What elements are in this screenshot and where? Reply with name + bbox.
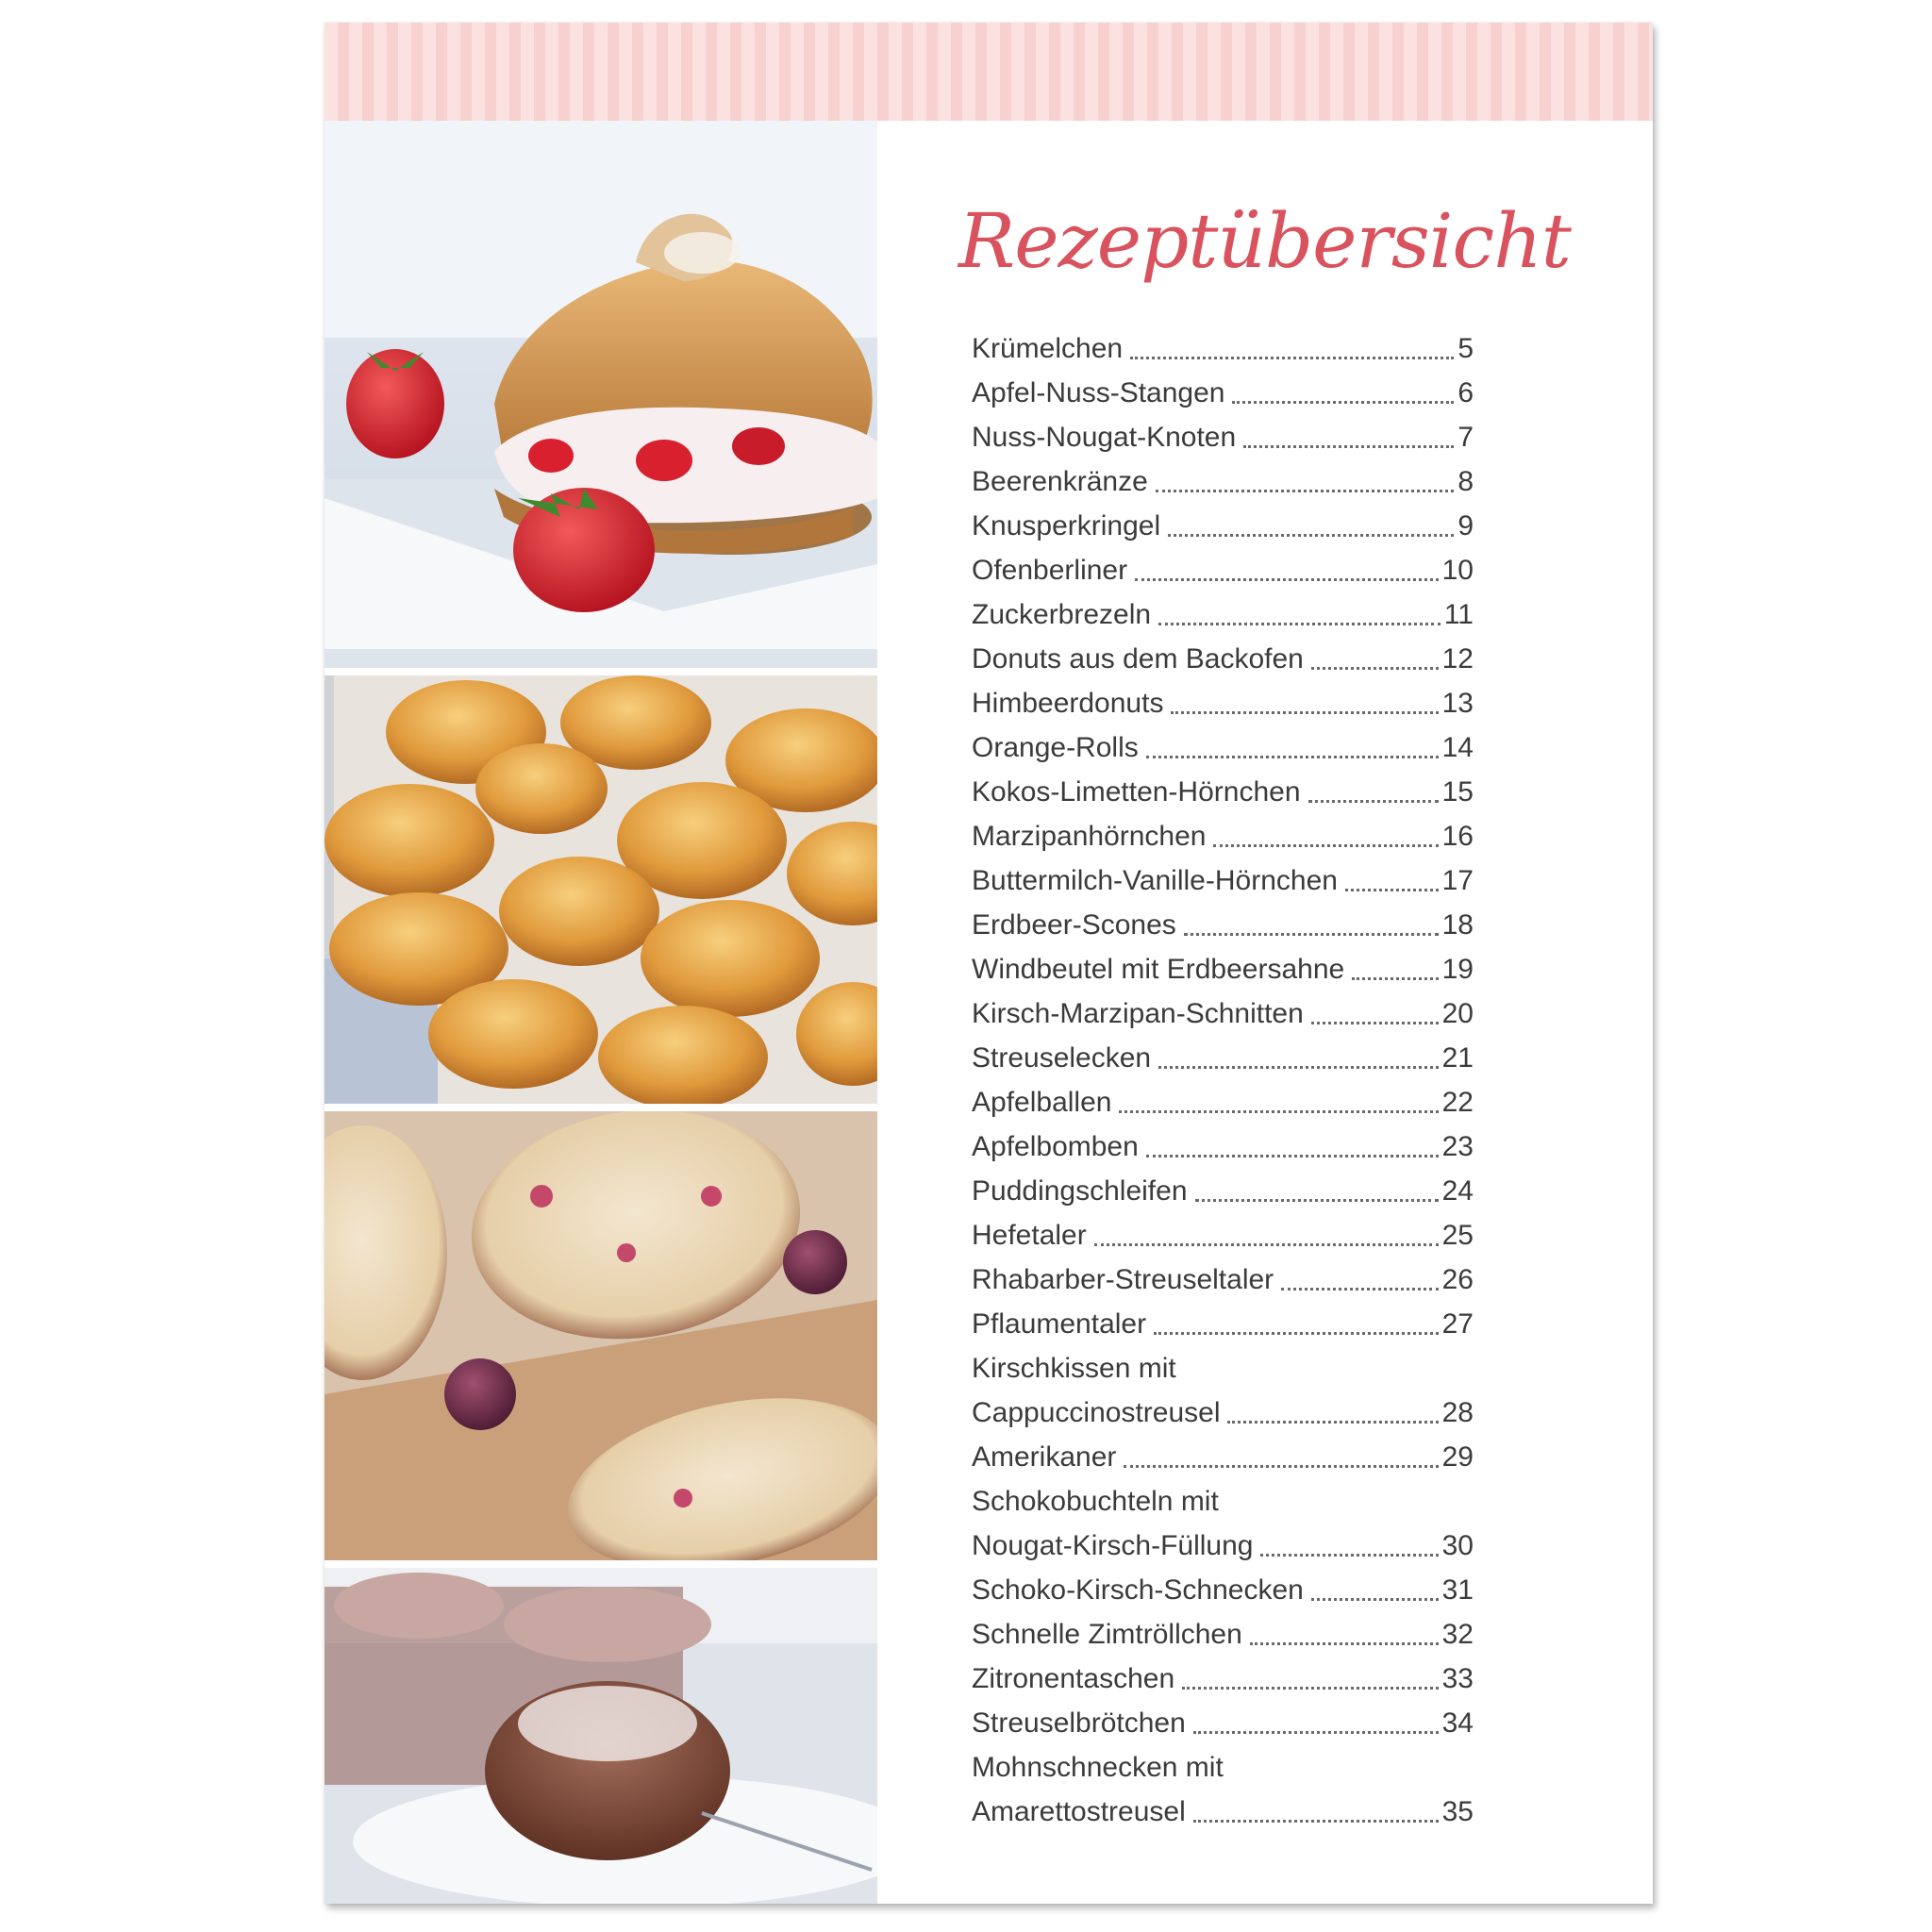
toc-entry-title: Rhabarber-Streuseltaler <box>972 1264 1274 1295</box>
toc-entry <box>972 415 1474 459</box>
toc-entry-title: Krümelchen <box>972 333 1124 364</box>
toc-page-number: 8 <box>1457 466 1474 497</box>
dot-leader <box>1227 1412 1438 1424</box>
toc-entry <box>972 1435 1474 1479</box>
toc-entry <box>972 1169 1474 1213</box>
toc-entry-title: Zitronentaschen <box>972 1663 1175 1694</box>
dot-leader <box>1352 969 1438 980</box>
toc-entry <box>972 814 1474 858</box>
toc-page-number: 21 <box>1441 1042 1474 1074</box>
toc-entry <box>972 903 1474 947</box>
toc-entry-title: Schnelle Zimtröllchen <box>972 1619 1242 1650</box>
dot-leader <box>1130 348 1454 359</box>
toc-entry-title: Amarettostreusel <box>972 1796 1186 1827</box>
toc-entry-title: Schoko-Kirsch-Schnecken <box>972 1574 1304 1606</box>
dot-leader <box>1156 481 1455 492</box>
toc-page-number: 14 <box>1441 732 1474 763</box>
toc-page-number: 24 <box>1441 1175 1474 1207</box>
dot-leader <box>1311 1013 1439 1024</box>
toc-entry-title: Cappuccinostreusel <box>972 1397 1221 1428</box>
dot-leader <box>1232 392 1454 404</box>
dot-leader <box>1260 1545 1438 1557</box>
table-of-contents <box>972 326 1474 1834</box>
dot-leader <box>1193 1723 1439 1734</box>
dot-leader <box>1154 1324 1439 1335</box>
toc-entry <box>972 1080 1474 1124</box>
toc-page-number: 32 <box>1441 1619 1474 1650</box>
toc-page-number: 31 <box>1441 1574 1474 1606</box>
toc-entry-title: Apfel-Nuss-Stangen <box>972 377 1225 408</box>
dot-leader <box>1311 658 1439 670</box>
dot-leader <box>1193 1811 1439 1823</box>
toc-entry <box>972 991 1474 1036</box>
dot-leader <box>1119 1102 1438 1113</box>
cream-puff-photo <box>325 121 877 668</box>
toc-entry <box>972 1124 1474 1169</box>
toc-page-number: 20 <box>1441 998 1474 1029</box>
dot-leader <box>1250 1634 1439 1645</box>
toc-page-number: 5 <box>1457 333 1474 364</box>
toc-entry-title: Zuckerbrezeln <box>972 599 1152 630</box>
toc-entry-title: Apfelballen <box>972 1087 1112 1118</box>
toc-page-number: 34 <box>1441 1707 1474 1739</box>
toc-entry <box>972 1701 1474 1745</box>
toc-entry <box>972 1391 1474 1435</box>
dot-leader <box>1345 880 1439 891</box>
dot-leader <box>1135 570 1439 581</box>
toc-entry-line <box>972 1346 1474 1391</box>
plum-crumble-photo <box>325 1111 877 1560</box>
dot-leader <box>1158 1058 1439 1069</box>
toc-entry <box>972 1790 1474 1834</box>
toc-page-number: 25 <box>1441 1220 1474 1251</box>
dot-leader <box>1184 924 1439 936</box>
toc-entry-title: Kirschkissen mit <box>972 1353 1176 1384</box>
toc-entry-line <box>972 1479 1474 1524</box>
toc-entry <box>972 1657 1474 1701</box>
toc-entry-title: Orange-Rolls <box>972 732 1139 763</box>
toc-entry-title: Streuselecken <box>972 1042 1152 1074</box>
page-title: Rezeptübersicht <box>958 197 1571 285</box>
toc-entry-title: Kirsch-Marzipan-Schnitten <box>972 998 1304 1029</box>
toc-page-number: 12 <box>1441 643 1474 675</box>
toc-page-number: 7 <box>1457 422 1474 453</box>
toc-entry-title: Apfelbomben <box>972 1131 1139 1162</box>
toc-entry <box>972 1612 1474 1657</box>
toc-entry-title: Marzipanhörnchen <box>972 821 1207 852</box>
dot-leader <box>1146 1146 1439 1158</box>
toc-page-number: 30 <box>1441 1530 1474 1561</box>
toc-entry-title: Amerikaner <box>972 1441 1117 1473</box>
book-page <box>325 23 1653 1904</box>
toc-page-number: 11 <box>1443 599 1474 630</box>
toc-page-number: 28 <box>1441 1397 1474 1428</box>
toc-page-number: 17 <box>1441 865 1474 896</box>
toc-entry <box>972 858 1474 903</box>
toc-entry-title: Nuss-Nougat-Knoten <box>972 422 1237 453</box>
toc-entry <box>972 725 1474 770</box>
dot-leader <box>1281 1279 1438 1291</box>
dot-leader <box>1158 614 1441 625</box>
dot-leader <box>1195 1191 1439 1202</box>
toc-entry <box>972 504 1474 548</box>
toc-entry <box>972 1036 1474 1080</box>
dot-leader <box>1146 747 1439 758</box>
toc-entry <box>972 1257 1474 1302</box>
toc-entry-title: Hefetaler <box>972 1220 1087 1251</box>
toc-entry-title: Mohnschnecken mit <box>972 1752 1224 1783</box>
toc-page-number: 9 <box>1457 510 1474 541</box>
toc-entry-line <box>972 1745 1474 1790</box>
dot-leader <box>1243 437 1454 448</box>
dot-leader <box>1308 791 1439 803</box>
toc-entry-title: Schokobuchteln mit <box>972 1486 1219 1517</box>
toc-entry <box>972 637 1474 681</box>
chocolate-bun-photo <box>325 1568 877 1904</box>
toc-entry-title: Nougat-Kirsch-Füllung <box>972 1530 1254 1561</box>
toc-entry-title: Himbeerdonuts <box>972 688 1164 719</box>
toc-entry-title: Windbeutel mit Erdbeersahne <box>972 954 1345 985</box>
toc-page-number: 27 <box>1441 1308 1474 1340</box>
croissants-photo <box>325 675 877 1104</box>
toc-page-number: 29 <box>1441 1441 1474 1473</box>
toc-entry <box>972 592 1474 637</box>
decorative-stripe-band <box>325 23 1653 121</box>
toc-entry <box>972 770 1474 814</box>
toc-entry <box>972 371 1474 415</box>
dot-leader <box>1182 1678 1438 1690</box>
dot-leader <box>1168 525 1454 537</box>
toc-entry <box>972 1213 1474 1257</box>
toc-entry-title: Puddingschleifen <box>972 1175 1188 1207</box>
toc-entry <box>972 459 1474 504</box>
toc-page-number: 15 <box>1441 776 1474 808</box>
dot-leader <box>1124 1457 1438 1468</box>
toc-page-number: 18 <box>1441 909 1474 941</box>
toc-entry-title: Donuts aus dem Backofen <box>972 643 1304 675</box>
toc-entry <box>972 548 1474 592</box>
toc-page-number: 16 <box>1441 821 1474 852</box>
toc-entry <box>972 326 1474 371</box>
toc-entry-title: Pflaumentaler <box>972 1308 1147 1340</box>
toc-entry-title: Knusperkringel <box>972 510 1161 541</box>
toc-entry <box>972 1302 1474 1346</box>
toc-entry <box>972 1524 1474 1568</box>
toc-entry <box>972 681 1474 725</box>
toc-entry-title: Ofenberliner <box>972 555 1128 586</box>
toc-entry-title: Kokos-Limetten-Hörnchen <box>972 776 1301 808</box>
toc-page-number: 35 <box>1441 1796 1474 1827</box>
toc-entry <box>972 1568 1474 1612</box>
toc-page-number: 22 <box>1441 1087 1474 1118</box>
toc-page-number: 13 <box>1441 688 1474 719</box>
toc-page-number: 33 <box>1441 1663 1474 1694</box>
toc-page-number: 10 <box>1441 555 1474 586</box>
toc-entry <box>972 947 1474 991</box>
toc-page-number: 26 <box>1441 1264 1474 1295</box>
toc-entry-title: Beerenkränze <box>972 466 1148 497</box>
toc-page-number: 23 <box>1441 1131 1474 1162</box>
toc-entry-title: Streuselbrötchen <box>972 1707 1186 1739</box>
dot-leader <box>1213 836 1438 847</box>
toc-page-number: 19 <box>1441 954 1474 985</box>
toc-page-number: 6 <box>1457 377 1474 408</box>
dot-leader <box>1311 1590 1439 1601</box>
dot-leader <box>1171 703 1438 714</box>
toc-entry-title: Erdbeer-Scones <box>972 909 1176 941</box>
toc-entry-title: Buttermilch-Vanille-Hörnchen <box>972 865 1338 896</box>
dot-leader <box>1094 1235 1439 1246</box>
